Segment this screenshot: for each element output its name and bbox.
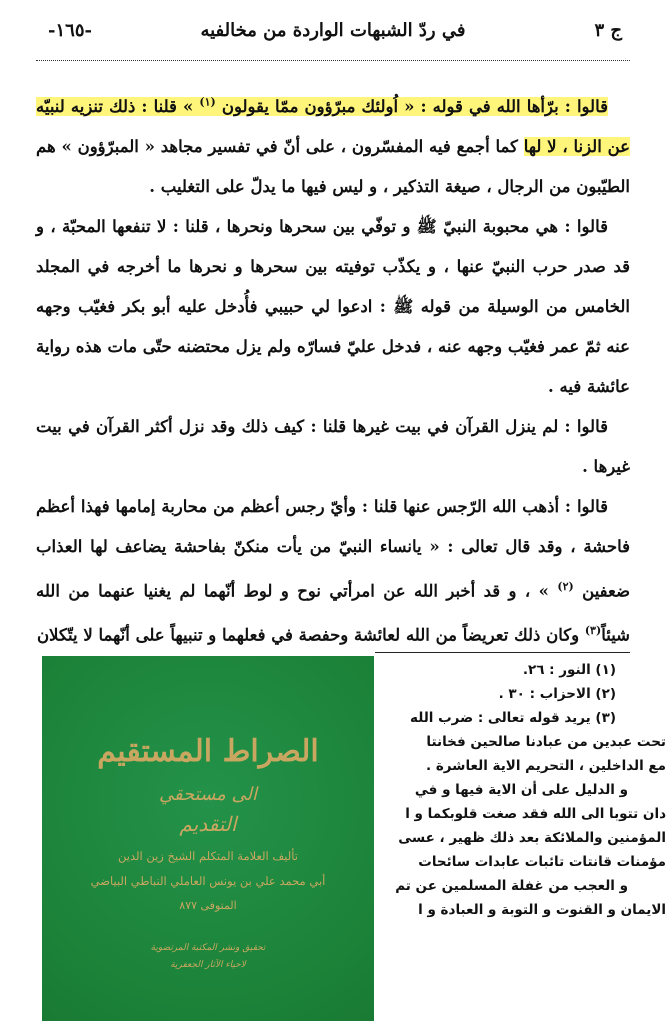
paragraph-1: قالوا : برّأها الله في قوله : « اُولئك مبرّؤون ممّا يقولون $^{(١)}$ » قلنا : ذلك تنزيه لنبيّه عن الزنا ، لا لها كما أجمع فيه المفسّرون ، على أنّ في تفسير مجاهد « المبرّؤون » هم الطيّبون من الرجال ، صيغة التذكير ، و ليس فيها ما يدلّ على التغليب .	[36, 95, 630, 196]
footnote-line: المؤمنين والملائكة بعد ذلك ظهير ، عسى	[398, 830, 666, 846]
cover-publisher: لاحياء الآثار الجعفرية	[170, 960, 246, 970]
footnote-ref-2: (٢)	[557, 579, 574, 593]
footnote-line: و الدليل على أن الاية فيها و في	[414, 782, 628, 798]
cover-author: أبي محمد علي بن يونس العاملي النباطي البياضي	[90, 874, 326, 888]
book-cover-image	[42, 656, 374, 1021]
header-divider	[36, 60, 630, 61]
footnote-2: (٢) الاحزاب : ٣٠ .	[498, 686, 616, 702]
paragraph-4: قالوا : أذهب الله الرّجس عنها قلنا : وأيّ رجس أعظم من محاربة إمامها فهذا أعظم فاحشة ، وقد قال تعالى : « يانساء النبيّ من يأت منكنّ بفاحشة يضاعف لها العذاب ضعفين $^{(٢)}$ » ، و قد أخبر الله عن امرأتي نوح و لوط أنّهما لم يغنيا عنهما من الله شيئاً$^{(٣)}$ وكان ذلك تعريضاً من الله لعائشة وحفصة في فعلهما و تنبيهاً على أنّهما لا يتّكلان	[36, 496, 630, 645]
footnote-line: مؤمنات قانتات تائبات عابدات سائحات	[418, 854, 666, 870]
page-header	[38, 20, 628, 46]
footnote-line: مع الداخلين ، التحريم الاية العاشرة .	[425, 758, 666, 774]
cover-death-year: المتوفى ٨٧٧	[179, 899, 237, 912]
footnote-divider	[375, 652, 630, 653]
running-title: في ردّ الشبهات الواردة من مخالفيه	[200, 20, 466, 41]
cover-subtitle: الى مستحقي	[158, 784, 258, 805]
page-number: -١٦٥-	[48, 20, 92, 41]
paragraph-3: قالوا : لم ينزل القرآن في بيت غيرها قلنا : كيف ذلك وقد نزل أكثر القرآن في بيت غيرها .	[36, 416, 630, 476]
cover-author: تأليف العلامة المتكلم الشيخ زين الدين	[118, 849, 298, 863]
cover-publisher: تحقيق ونشر المكتبة المرتضوية	[150, 943, 266, 953]
footnote-ref-1: (١)	[199, 95, 216, 108]
paragraph-2: قالوا : هي محبوبة النبيّ ﷺ و توفّي بين سحرها ونحرها ، قلنا : لا تنفعها المحبّة ، و قد صدر حرب النبيّ عنها ، و يكذّب توفيته بين سحرها و نحرها ما أخرجه في المجلد الخامس من الوسيلة من قوله ﷺ : ادعوا لي حبيبي فأُدخل عليه أبو بكر فغيّب وجهه عنه ثمّ عمر فغيّب وجهه عنه ، فدخل عليّ فسارّه ولم يزل محتضنه حتّى مات هذه رواية عائشة فيه .	[36, 216, 630, 396]
footnotes	[376, 658, 666, 922]
cover-title: الصراط المستقيم	[97, 734, 319, 769]
footnote-line: الايمان و القنوت و التوبة و العبادة و ا	[418, 902, 666, 918]
volume-label: ج ٣	[594, 20, 622, 41]
footnote-line: و العجب من غفلة المسلمين عن تم	[395, 878, 628, 894]
footnote-3: (٣) يريد قوله تعالى : ضرب الله	[410, 710, 616, 726]
footnote-line: تحت عبدين من عبادنا صالحين فخانتا	[426, 734, 666, 750]
footnote-ref-3: (٣)	[584, 624, 602, 637]
highlighted-text: قالوا : برّأها الله في قوله : « اُولئك مبرّؤون ممّا يقولون $^{(١)}$ » قلنا : ذلك تنزيه لنبيّه عن الزنا ، لا لها	[36, 95, 630, 156]
main-text	[36, 82, 630, 656]
cover-subtitle: التقديم	[179, 812, 237, 836]
footnote-line: دان تتوبا الى الله فقد صغت قلوبكما و ا	[405, 806, 666, 822]
footnote-1: (١) النور : ٢٦.	[522, 662, 616, 678]
